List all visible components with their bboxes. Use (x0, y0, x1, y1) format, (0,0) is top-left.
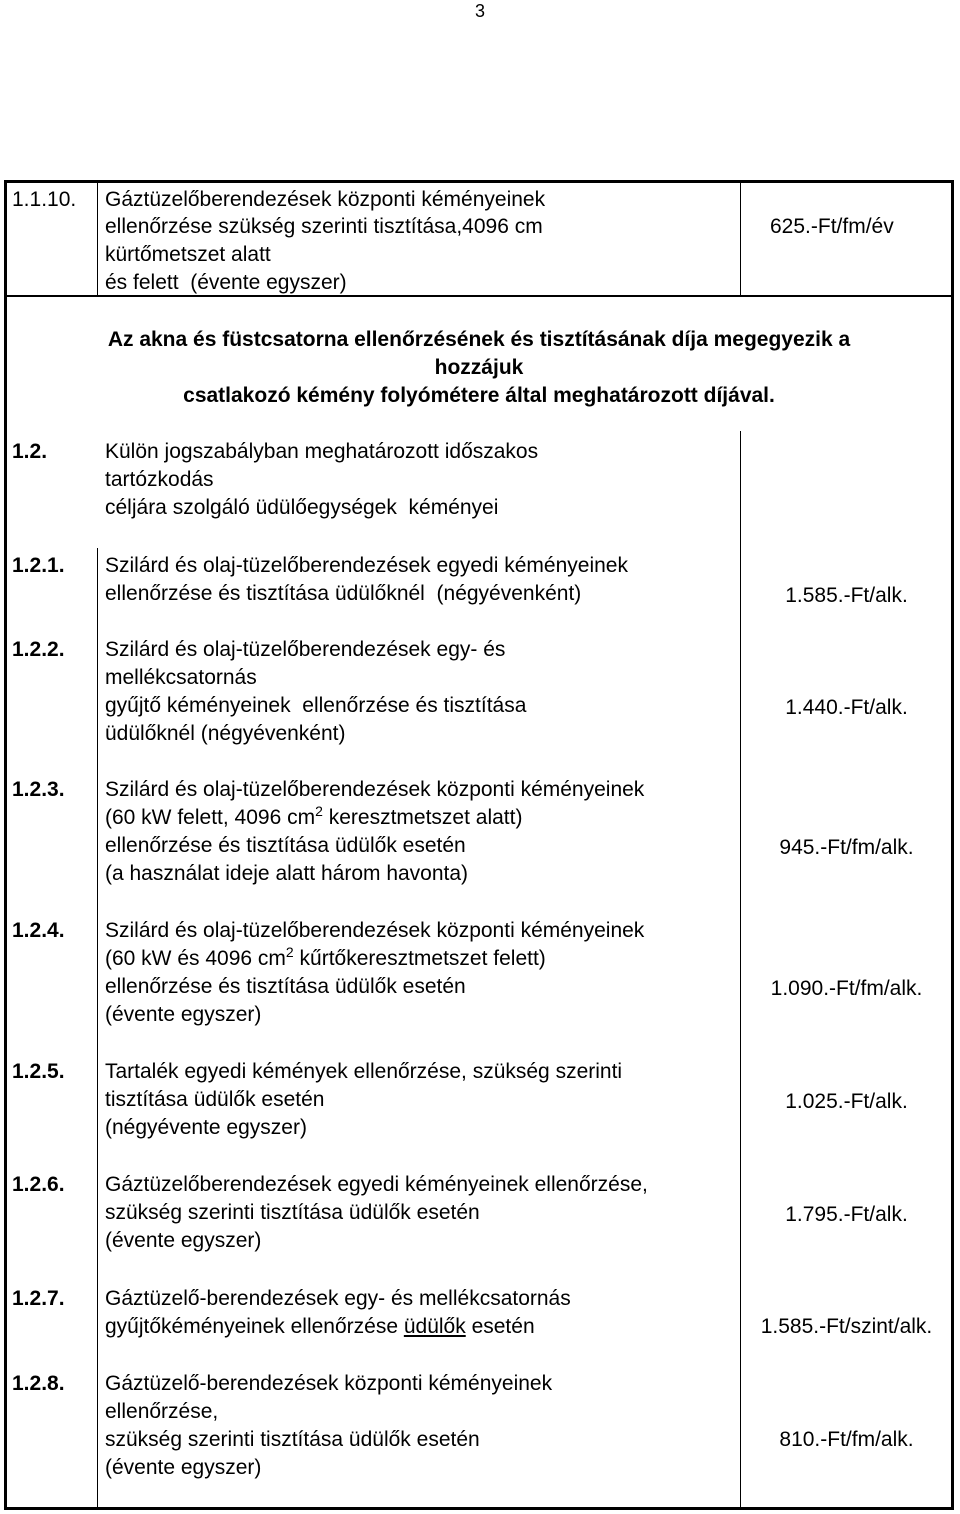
item-price: 1.585.-Ft/szint/alk. (760, 1315, 933, 1338)
row-1-1-10-separator-right (740, 182, 741, 296)
item-text-line: Szilárd és olaj-tüzelőberendezések egyedi kéményeinek (105, 554, 628, 577)
item-price: 945.-Ft/fm/alk. (779, 836, 914, 859)
item-code: 1.2.6. (12, 1173, 65, 1196)
item-code: 1.2.8. (12, 1372, 65, 1395)
item-code: 1.2.5. (12, 1060, 65, 1083)
item-text-line: mellékcsatornás (105, 666, 257, 689)
item-text-part: (60 kW és 4096 cm (105, 947, 286, 970)
underlined-text: üdülők (403, 1315, 466, 1338)
item-text-line: (a használat ideje alatt három havonta) (105, 862, 469, 885)
item-text-line: (évente egyszer) (105, 1003, 262, 1026)
note-line: Az akna és füstcsatorna ellenőrzésének és tisztításának díja megegyezik a (107, 328, 851, 351)
row-text-line: és felett (évente egyszer) (105, 271, 347, 294)
item-text-line: Szilárd és olaj-tüzelőberendezések egy- és (105, 638, 506, 661)
item-text-line (105, 804, 522, 832)
item-text-line: szükség szerinti tisztítása üdülők esetén (105, 1201, 480, 1224)
item-text-line: ellenőrzése és tisztítása üdülők esetén (105, 834, 466, 857)
item-text-line: szükség szerinti tisztítása üdülők esetén (105, 1428, 480, 1451)
item-text-line: ellenőrzése, (105, 1400, 219, 1423)
superscript: 2 (315, 803, 323, 819)
item-text-line: (évente egyszer) (105, 1456, 262, 1479)
note-line: csatlakozó kémény folyómétere által meghatározott díjával. (183, 384, 775, 407)
item-text-line: Gáztüzelő-berendezések egy- és mellékcsatornás (105, 1287, 571, 1310)
item-text-line: Tartalék egyedi kémények ellenőrzése, szükség szerinti (105, 1060, 623, 1083)
item-text-line (105, 1313, 535, 1341)
item-price: 1.090.-Ft/fm/alk. (770, 977, 923, 1000)
row-1-1-10-separator-left (97, 182, 98, 296)
item-text-line: ellenőrzése és tisztítása üdülők esetén (105, 975, 466, 998)
row-text-line: Gáztüzelőberendezések központi kéményeinek (105, 188, 546, 211)
item-text-line: gyűjtő kéményeinek ellenőrzése és tisztítása (105, 694, 527, 717)
item-text-line: (négyévente egyszer) (105, 1116, 307, 1139)
item-code: 1.2.3. (12, 778, 65, 801)
row-text-line: kürtőmetszet alatt (105, 243, 271, 266)
item-code: 1.2.4. (12, 919, 65, 942)
section-code: 1.2. (12, 440, 48, 463)
row-text-line: ellenőrzése szükség szerinti tisztítása,4096 cm (105, 215, 543, 238)
item-price: 1.795.-Ft/alk. (785, 1203, 908, 1226)
item-price: 810.-Ft/fm/alk. (779, 1428, 914, 1451)
item-text-part: keresztmetszet alatt) (322, 806, 523, 829)
item-text-part: kűrtőkeresztmetszet felett) (293, 947, 546, 970)
item-text-line: Gáztüzelőberendezések egyedi kéményeinek ellenőrzése, (105, 1173, 648, 1196)
row-price: 625.-Ft/fm/év (770, 215, 894, 238)
item-price: 1.440.-Ft/alk. (785, 696, 908, 719)
item-text-part: esetén (465, 1315, 535, 1338)
section-title-line: tartózkodás (105, 468, 214, 491)
row-code: 1.1.10. (12, 188, 77, 211)
item-price: 1.025.-Ft/alk. (785, 1090, 908, 1113)
item-price: 1.585.-Ft/alk. (785, 584, 908, 607)
item-code: 1.2.1. (12, 554, 65, 577)
section-title-line: céljára szolgáló üdülőegységek kéményei (105, 496, 499, 519)
note-line: hozzájuk (434, 356, 524, 379)
item-text-part: (60 kW felett, 4096 cm (105, 806, 316, 829)
item-text-line: üdülőknél (négyévenként) (105, 722, 346, 745)
page-number: 3 (474, 1, 485, 21)
item-text-line: tisztítása üdülők esetén (105, 1088, 325, 1111)
section-separator-left (97, 548, 98, 1508)
item-text-line: Gáztüzelő-berendezések központi kéményeinek (105, 1372, 553, 1395)
item-text-line: Szilárd és olaj-tüzelőberendezések központi kéményeinek (105, 778, 645, 801)
item-code: 1.2.2. (12, 638, 65, 661)
item-text-part: gyűjtőkéményeinek ellenőrzése (105, 1315, 404, 1338)
section-title-line: Külön jogszabályban meghatározott időszakos (105, 440, 539, 463)
item-code: 1.2.7. (12, 1287, 65, 1310)
item-text-line (105, 945, 546, 973)
superscript: 2 (285, 944, 294, 960)
item-text-line: Szilárd és olaj-tüzelőberendezések központi kéményeinek (105, 919, 645, 942)
item-text-line: (évente egyszer) (105, 1229, 262, 1252)
item-text-line: ellenőrzése és tisztítása üdülőknél (négyévenként) (105, 582, 582, 605)
